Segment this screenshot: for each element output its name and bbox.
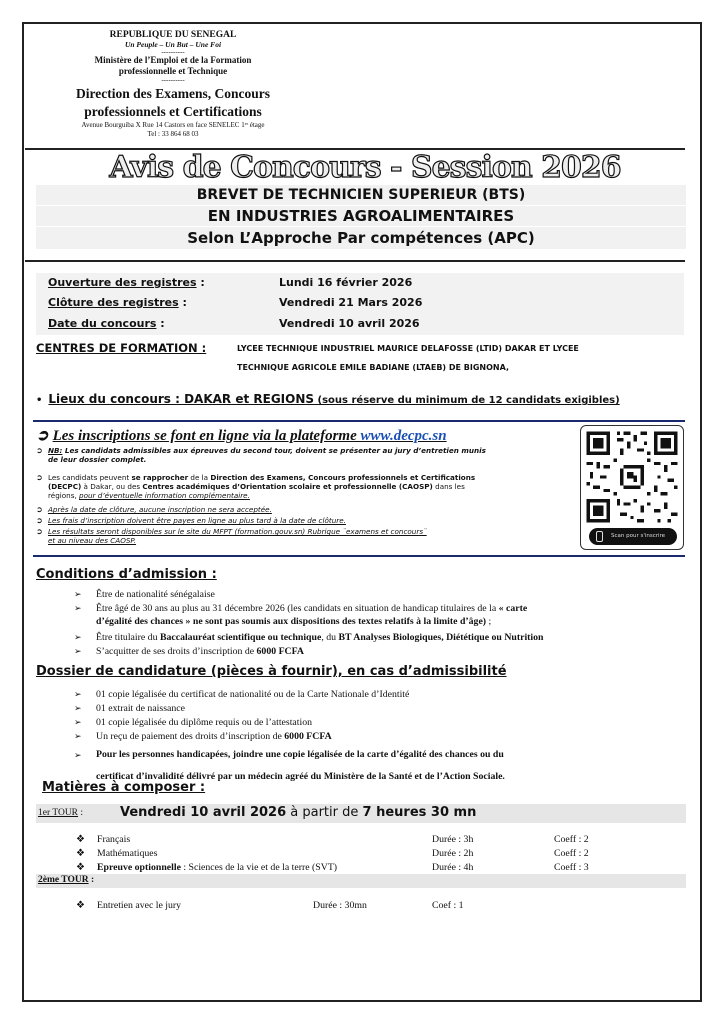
- conditions-title: Conditions d’admission :: [36, 567, 217, 582]
- info-item-2: ➲ Les candidats peuvent se rapprocher de la Direction des Examens, Concours professionnels et Certifications (DECPC) à Dakar, ou des Centres académiques d’Orientation scolaire et professionnelle (CAOSP) dans les régions, pour d’éventuelle information complémentaire.: [36, 473, 476, 501]
- date-value-opening: Lundi 16 février 2026: [279, 276, 413, 289]
- tour2-bar: [36, 874, 686, 888]
- arrow-icon: ➲: [36, 527, 43, 536]
- arrow-marker-icon: ➢: [74, 703, 82, 713]
- condition-item: ➢ Être de nationalité sénégalaise: [74, 589, 215, 600]
- arrow-marker-icon: ➢: [74, 603, 82, 613]
- header-separator: ----------: [161, 48, 185, 56]
- key-dates: [36, 273, 684, 335]
- subject-name: Entretien avec le jury: [97, 900, 182, 911]
- info-item-4: ➲ Les frais d’inscription doivent être payes en ligne au plus tard à la date de clôture.: [36, 516, 346, 525]
- republic-name: REPUBLIQUE DU SENEGAL: [109, 30, 237, 40]
- page-title: Avis de Concours - Session 2026: [109, 150, 621, 185]
- subject-coeff: Coef : 1: [432, 900, 464, 911]
- subtitle-line-2: EN INDUSTRIES AGROALIMENTAIRES: [36, 206, 686, 226]
- dossier-item: ➢ Pour les personnes handicapées, joindre une copie légalisée de la carte d’égalité des chances ou du certificat d’invalidité délivré par un médecin agréé du Ministère de la Santé et de l’Action Sociale.: [96, 744, 686, 788]
- dossier-item: ➢ Un reçu de paiement des droits d’inscription de 6000 FCFA: [74, 731, 332, 742]
- subject-coeff: Coeff : 3: [554, 862, 589, 873]
- date-label-closing: Clôture des registres :: [48, 296, 187, 309]
- subject-duration: Durée : 2h: [432, 848, 474, 859]
- national-motto: Un Peuple – Un But – Une Foi: [124, 40, 222, 49]
- direction-line-2: professionnels et Certifications: [84, 104, 262, 119]
- dossier-item: ➢ 01 extrait de naissance: [74, 703, 185, 714]
- arrow-marker-icon: ➢: [74, 646, 82, 656]
- subject-duration: Durée : 3h: [432, 834, 474, 845]
- scan-to-register-button[interactable]: Scan pour s'inscrire: [589, 528, 677, 545]
- telephone: Tel : 33 864 68 03: [147, 130, 199, 138]
- arrow-marker-icon: ➢: [74, 717, 82, 727]
- info-item-5: ➲ Les résultats seront disponibles sur le site du MFPT (formation.gouv.sn) Rubrique ¨examens et concours¨ et au niveau des CAOSP.: [36, 527, 427, 546]
- arrow-icon: ➲: [36, 473, 43, 482]
- dossier-item: ➢ 01 copie légalisée du certificat de nationalité ou de la Carte Nationale d’Identité: [74, 689, 410, 700]
- arrow-icon: ➲: [36, 516, 43, 525]
- diamond-icon: ❖: [76, 834, 85, 845]
- arrow-icon: ➲: [36, 428, 49, 444]
- qr-code-icon: [582, 428, 682, 526]
- dossier-item: ➢ 01 copie légalisée du diplôme requis ou de l’attestation: [74, 717, 313, 728]
- arrow-marker-icon: ➢: [74, 632, 82, 642]
- arrow-icon: ➲: [36, 446, 43, 455]
- title-rule: [25, 260, 685, 262]
- subject-duration: Durée : 30mn: [313, 900, 367, 911]
- info-item-1: ➲ NB: Les candidats admissibles aux épreuves du second tour, doivent se présenter au jury d’entretien munis de leur dossier complet.: [36, 446, 486, 465]
- tour2-label: 2ème TOUR :: [38, 875, 95, 885]
- address: Avenue Bourguiba X Rue 14 Castors en face SENELEC 1ᵉʳ étage: [81, 121, 265, 129]
- platform-link[interactable]: www.decpc.sn: [360, 428, 447, 444]
- date-value-closing: Vendredi 21 Mars 2026: [279, 296, 423, 309]
- ministry-line-2: professionnelle et Technique: [118, 66, 228, 76]
- subject-coeff: Coeff : 2: [554, 848, 589, 859]
- centres-label: CENTRES DE FORMATION :: [36, 341, 207, 355]
- subject-coeff: Coeff : 2: [554, 834, 589, 845]
- condition-item: ➢ Être âgé de 30 ans au plus au 31 décembre 2026 (les candidats en situation de handicap titulaires de la « carte d’égalité des chances » ne sont pas soumis aux dispositions des textes relatifs à la limite d’âge) ;: [74, 603, 528, 627]
- exam-locations: • Lieux du concours : DAKAR et REGIONS (sous réserve du minimum de 12 candidats exigibles): [36, 392, 620, 406]
- centres-line-2: TECHNIQUE AGRICOLE EMILE BADIANE (LTAEB) DE BIGNONA,: [237, 363, 509, 372]
- tour1-bar: [36, 804, 686, 823]
- arrow-icon: ➲: [36, 505, 43, 514]
- subject-name: Français: [97, 834, 131, 845]
- condition-item: ➢ S’acquitter de ses droits d’inscription de 6000 FCFA: [74, 646, 304, 657]
- subject-duration: Durée : 4h: [432, 862, 474, 873]
- date-label-exam: Date du concours :: [48, 317, 165, 330]
- subtitle-line-3: Selon L’Approche Par compétences (APC): [36, 227, 686, 249]
- header-separator-2: ----------: [161, 76, 185, 84]
- date-label-opening: Ouverture des registres :: [48, 276, 205, 289]
- subjects-title: Matières à composer :: [42, 780, 206, 795]
- direction-line-1: Direction des Examens, Concours: [76, 86, 270, 101]
- ministry-line-1: Ministère de l’Emploi et de la Formation: [94, 55, 252, 65]
- arrow-marker-icon: ➢: [74, 589, 82, 599]
- arrow-marker-icon: ➢: [74, 731, 82, 741]
- subtitle-line-1: BREVET DE TECHNICIEN SUPERIEUR (BTS): [36, 185, 686, 205]
- registration-title: ➲ Les inscriptions se font en ligne via la plateforme www.decpc.sn: [36, 428, 447, 444]
- diamond-icon: ❖: [76, 848, 85, 859]
- condition-item: ➢ Être titulaire du Baccalauréat scientifique ou technique, du BT Analyses Biologiques, Diététique ou Nutrition: [74, 632, 544, 643]
- bullet-marker: •: [36, 395, 43, 406]
- tour1-schedule: Vendredi 10 avril 2026 à partir de 7 heures 30 mn: [120, 805, 477, 820]
- subject-name: Epreuve optionnelle : Sciences de la vie et de la terre (SVT): [97, 862, 338, 873]
- institution-header: [28, 30, 318, 139]
- phone-icon: [596, 531, 603, 542]
- centres-line-1: LYCEE TECHNIQUE INDUSTRIEL MAURICE DELAFOSSE (LTID) DAKAR ET LYCEE: [237, 344, 579, 353]
- info-item-3: ➲ Après la date de clôture, aucune inscription ne sera acceptée.: [36, 505, 272, 514]
- arrow-marker-icon: ➢: [74, 689, 82, 699]
- subject-name: Mathématiques: [97, 848, 158, 859]
- diamond-icon: ❖: [76, 900, 85, 911]
- arrow-marker-icon: ➢: [74, 750, 82, 760]
- qr-code-card[interactable]: [580, 425, 684, 550]
- date-value-exam: Vendredi 10 avril 2026: [279, 317, 420, 330]
- dossier-title: Dossier de candidature (pièces à fournir), en cas d’admissibilité: [36, 664, 507, 679]
- tour1-label: 1er TOUR :: [38, 808, 84, 818]
- diamond-icon: ❖: [76, 862, 85, 873]
